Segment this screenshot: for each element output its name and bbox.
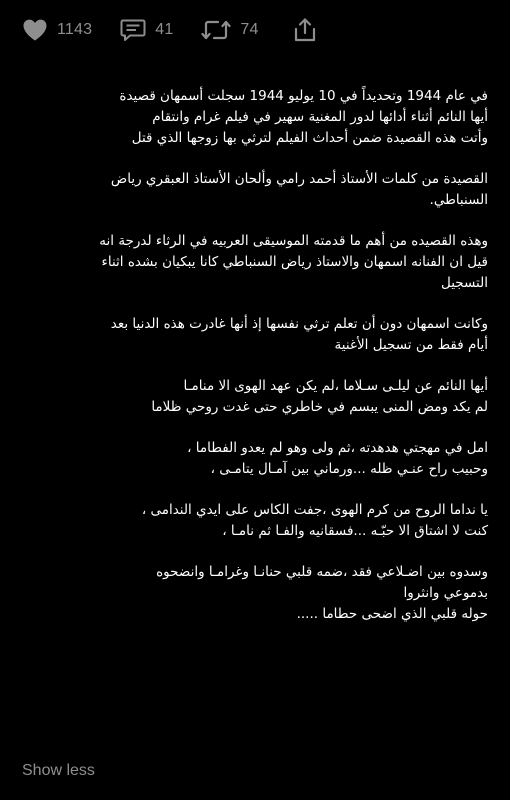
post-text-line: أيها النائم أثناء أدائها لدور المغنية سهير في فيلم غرام وانتقام xyxy=(152,109,488,125)
like-button[interactable] xyxy=(22,18,92,42)
poem-line: بدموعي وانثروا xyxy=(403,585,488,601)
poem-line: وحبيب راح عنـي ظله ...ورماني بين آمـال يتامـى ، xyxy=(210,461,488,477)
post-action-bar xyxy=(22,14,488,46)
post-paragraph xyxy=(22,231,488,294)
post-text-line: السنباطي. xyxy=(429,192,488,208)
poem-stanza xyxy=(22,500,488,542)
post-text-line: في عام 1944 وتحديداً في 10 يوليو 1944 سجلت أسمهان قصيدة xyxy=(119,88,488,104)
post-text-line: وأتت هذه القصيدة ضمن أحداث الفيلم لترثي بها زوجها الذي قتل xyxy=(131,130,488,146)
poem-line: أيها النائم عن ليلـى سـلاما ،لم يكن عهد الهوى الا منامـا xyxy=(183,378,488,394)
post-paragraph xyxy=(22,86,488,149)
post-body xyxy=(22,86,488,645)
comment-button[interactable] xyxy=(120,18,173,42)
poem-stanza xyxy=(22,562,488,625)
post-text-line: وكانت اسمهان دون أن تعلم ترثي نفسها إذ أنها غادرت هذه الدنيا بعد xyxy=(110,316,488,332)
post-paragraph xyxy=(22,314,488,356)
poem-line: وسدوه بين اضـلاعي فقد ،ضمه قلبي حنانـا وغرامـا وانضحوه xyxy=(156,564,488,580)
comment-icon xyxy=(120,18,146,42)
post-text-line: أيام فقط من تسجيل الأغنية xyxy=(334,337,488,353)
heart-icon xyxy=(22,18,48,42)
like-count: 1143 xyxy=(57,21,93,38)
comment-count: 41 xyxy=(155,21,174,38)
post-text-line: القصيدة من كلمات الأستاذ أحمد رامي وألحان الأستاذ العبقري رياض xyxy=(110,171,488,187)
repost-count: 74 xyxy=(240,21,259,38)
poem-stanza xyxy=(22,376,488,418)
poem-line: لم يكد ومض المنى يبسم في خاطري حتى غدت روحي ظلاما xyxy=(151,399,488,415)
share-icon xyxy=(293,17,317,43)
post-text-line: التسجيل xyxy=(441,275,488,291)
post-text-line: قيل ان الفنانه اسمهان والاستاذ رياض السنباطي كانا يبكيان بشده اثناء xyxy=(101,254,488,270)
poem-line: حوله قلبي الذي اضحى حطاما ..... xyxy=(296,606,488,622)
poem-stanza xyxy=(22,438,488,480)
poem-line: كنت لا اشتاق الا حبّـه ...فسقانيه والفـا ثم نامـا ، xyxy=(222,523,488,539)
poem-line: يا نداما الروح من كرم الهوى ،جفت الكاس على ايدي الندامى ، xyxy=(141,502,488,518)
post-paragraph xyxy=(22,169,488,211)
repost-icon xyxy=(201,18,231,42)
post-text-line: وهذه القصيده من أهم ما قدمته الموسيقى العربيه في الرثاء لدرجة انه xyxy=(99,233,488,249)
show-less-link[interactable]: Show less xyxy=(22,762,95,779)
share-button[interactable] xyxy=(293,17,317,43)
poem-line: امل في مهجتي هدهدته ،ثم ولى وهو لم يعدو الفطاما ، xyxy=(187,440,488,456)
repost-button[interactable] xyxy=(201,18,258,42)
